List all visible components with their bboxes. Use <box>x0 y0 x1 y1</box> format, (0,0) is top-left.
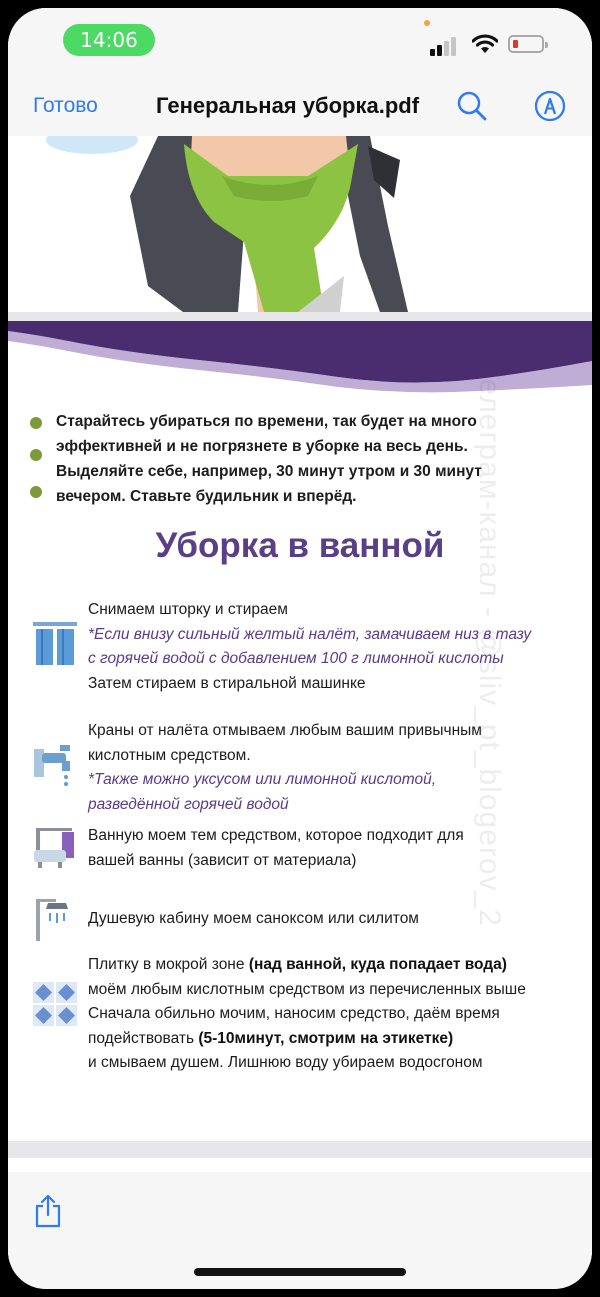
wifi-icon <box>472 34 498 54</box>
shower-head-icon <box>32 897 78 943</box>
status-time[interactable]: 14:06 <box>63 24 155 56</box>
bullet-line: Выделяйте себе, например, 30 минут утром и 30 минут <box>56 463 482 480</box>
bullet-line: вечером. Ставьте будильник и вперёд. <box>56 488 357 505</box>
instruction-line-italic: с горячей водой с добавлением 100 г лимонной кислоты <box>88 650 504 667</box>
bullet-dot <box>30 449 42 461</box>
instruction-line-italic: *Если внизу сильный желтый налёт, замачиваем низ в тазу <box>88 625 532 643</box>
bullet-line: эффективней и не погрязнете в уборке на весь день. <box>56 438 468 455</box>
instruction-line-italic: *Также можно уксусом или лимонной кислотой, <box>88 771 437 788</box>
shower-curtain-icon <box>32 621 78 667</box>
navigation-bar <box>8 72 592 136</box>
privacy-indicator <box>424 20 430 26</box>
tiles-icon <box>32 981 78 1027</box>
status-bar <box>8 8 592 72</box>
done-button[interactable]: Готово <box>33 94 98 117</box>
instruction-line-italic: разведённой горячей водой <box>88 795 289 813</box>
bottom-toolbar <box>8 1172 592 1289</box>
instruction-text: Плитку в мокрой зоне <box>88 956 249 973</box>
instruction-line: Сначала обильно мочим, наносим средство, даём время <box>88 1005 500 1022</box>
bullet-dot <box>30 486 42 498</box>
section-title: Уборка в ванной <box>155 526 445 565</box>
share-icon[interactable] <box>34 1194 62 1228</box>
watermark: Телеграм-канал - @sliv_pt_blogerov_2 <box>473 361 506 927</box>
instruction-line: моём любым кислотным средством из перечисленных выше <box>88 980 526 998</box>
phone-screen <box>8 8 592 1289</box>
instruction-line <box>88 1027 578 1052</box>
search-icon[interactable] <box>456 90 488 122</box>
battery-icon <box>508 35 544 53</box>
instruction-line: вашей ванны (зависит от материала) <box>88 851 357 869</box>
instruction-bold: (над ванной, куда попадает вода) <box>248 956 507 973</box>
bullet-dot <box>30 417 42 429</box>
markup-pen-icon[interactable] <box>534 90 566 122</box>
instruction-item-tiles <box>88 953 578 1076</box>
instruction-line: Краны от налёта отмываем любым вашим привычным <box>88 722 482 739</box>
instruction-line: и смываем душем. Лишнюю воду убираем водосгоном <box>88 1054 483 1071</box>
bathtub-icon <box>32 826 78 870</box>
instruction-line: Ванную моем тем средством, которое подходит для <box>88 827 464 844</box>
document-title: Генеральная уборка.pdf <box>156 93 420 118</box>
home-indicator[interactable] <box>194 1268 406 1276</box>
instruction-text: подействовать <box>88 1029 199 1047</box>
woman-illustration <box>8 136 592 312</box>
instruction-bold: (5-10минут, смотрим на этикетке) <box>198 1029 454 1047</box>
cellular-signal-icon <box>430 36 464 56</box>
pdf-page-1 <box>8 136 592 312</box>
faucet-icon <box>32 741 78 791</box>
instruction-line: Душевую кабину моем саноксом или силитом <box>88 910 419 927</box>
instruction-line: Затем стираем в стиральной машинке <box>88 674 366 692</box>
instruction-line: Снимаем шторку и стираем <box>88 601 288 618</box>
pdf-page-2 <box>8 321 592 1141</box>
bullet-line: Старайтесь убираться по времени, так будет на много <box>56 413 477 430</box>
instruction-line: кислотным средством. <box>88 746 251 764</box>
instruction-line <box>88 953 578 978</box>
pdf-viewer[interactable] <box>8 136 592 1172</box>
